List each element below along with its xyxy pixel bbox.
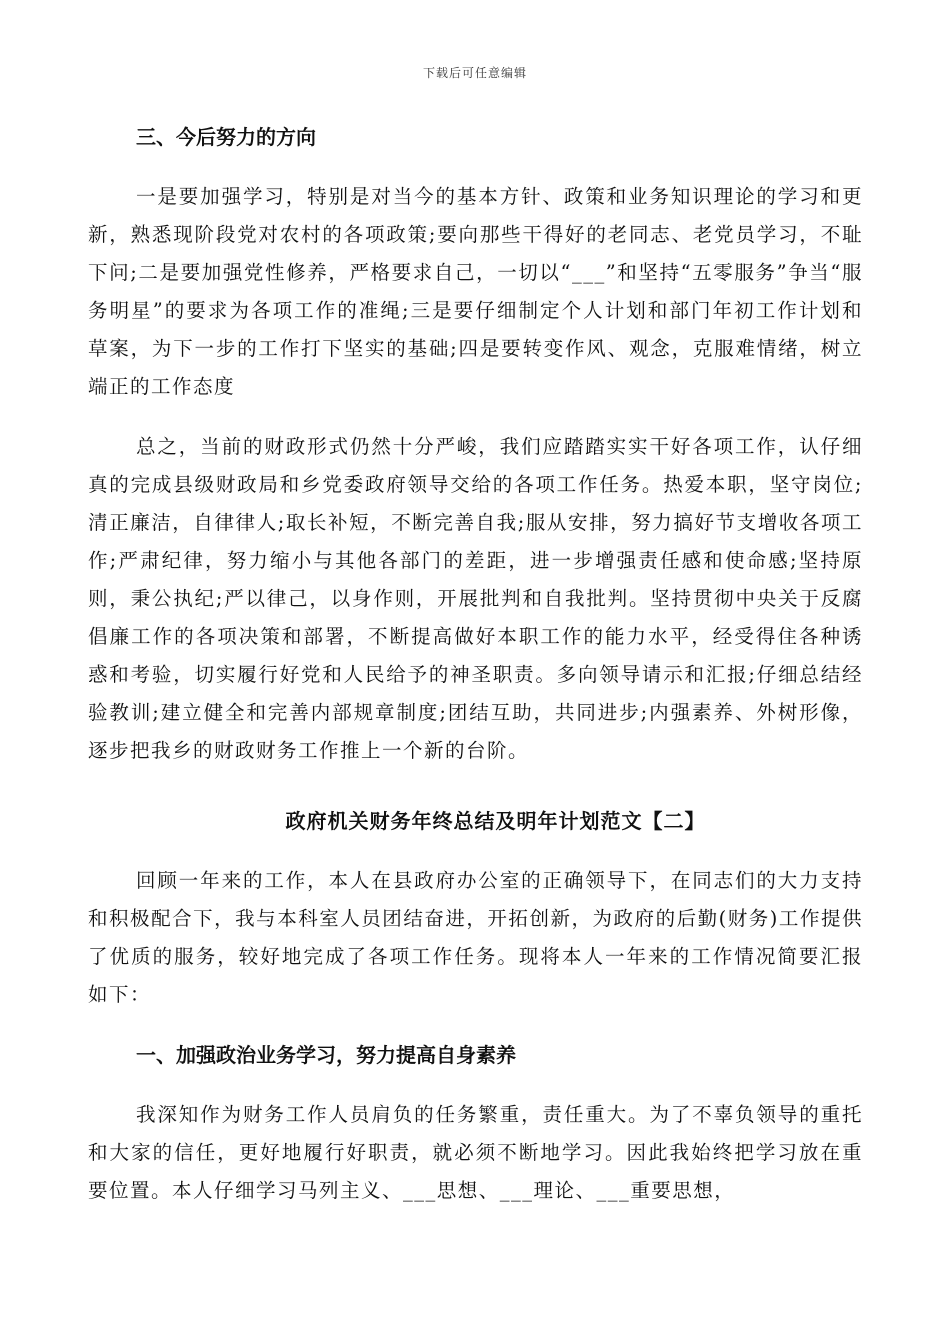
document-body — [88, 118, 863, 1210]
header-note: 下载后可任意编辑 — [422, 66, 527, 80]
paragraph-future-plans: 一是要加强学习，特别是对当今的基本方针、政策和业务知识理论的学习和更新，熟悉现阶段党对农村的各项政策;要向那些干得好的老同志、老党员学习，不耻下问;二是要加强党性修养，严格要求自己，一切以“___”和坚持“五零服务”争当“服务明星”的要求为各项工作的准绳;三是要仔细制定个人计划和部门年初工作计划和草案，为下一步的工作打下坚实的基础;四是要转变作风、观念，克服难情绪，树立端正的工作态度 — [88, 185, 863, 398]
paragraph-conclusion: 总之，当前的财政形式仍然十分严峻，我们应踏踏实实干好各项工作，认仔细真的完成县级财政局和乡党委政府领导交给的各项工作任务。热爱本职，坚守岗位;清正廉洁，自律律人;取长补短，不断完善自我;服从安排，努力搞好节支增收各项工作;严肃纪律，努力缩小与其他各部门的差距，进一步增强责任感和使命感;坚持原则，秉公执纪;严以律己，以身作则，开展批判和自我批判。坚持贯彻中央关于反腐倡廉工作的各项决策和部署，不断提高做好本职工作的能力水平，经受得住各种诱惑和考验，切实履行好党和人民给予的神圣职责。多向领导请示和汇报;仔细总结经验教训;建立健全和完善内部规章制度;团结互助，共同进步;内强素养、外树形像，逐步把我乡的财政财务工作推上一个新的台阶。 — [88, 435, 863, 762]
section-heading-study: 一、加强政治业务学习，努力提高自身素养 — [136, 1043, 516, 1067]
section-heading-future-direction: 三、今后努力的方向 — [136, 125, 316, 149]
paragraph-intro: 回顾一年来的工作，本人在县政府办公室的正确领导下，在同志们的大力支持和积极配合下，我与本科室人员团结奋进，开拓创新，为政府的后勤(财务)工作提供了优质的服务，较好地完成了各项工作任务。现将本人一年来的工作情况简要汇报如下： — [88, 869, 863, 1006]
article-title: 政府机关财务年终总结及明年计划范文【二】 — [285, 809, 706, 833]
paragraph-study: 我深知作为财务工作人员肩负的任务繁重，责任重大。为了不辜负领导的重托和大家的信任，更好地履行好职责，就必须不断地学习。因此我始终把学习放在重要位置。本人仔细学习马列主义、___思想、___理论、___重要思想， — [88, 1103, 863, 1202]
